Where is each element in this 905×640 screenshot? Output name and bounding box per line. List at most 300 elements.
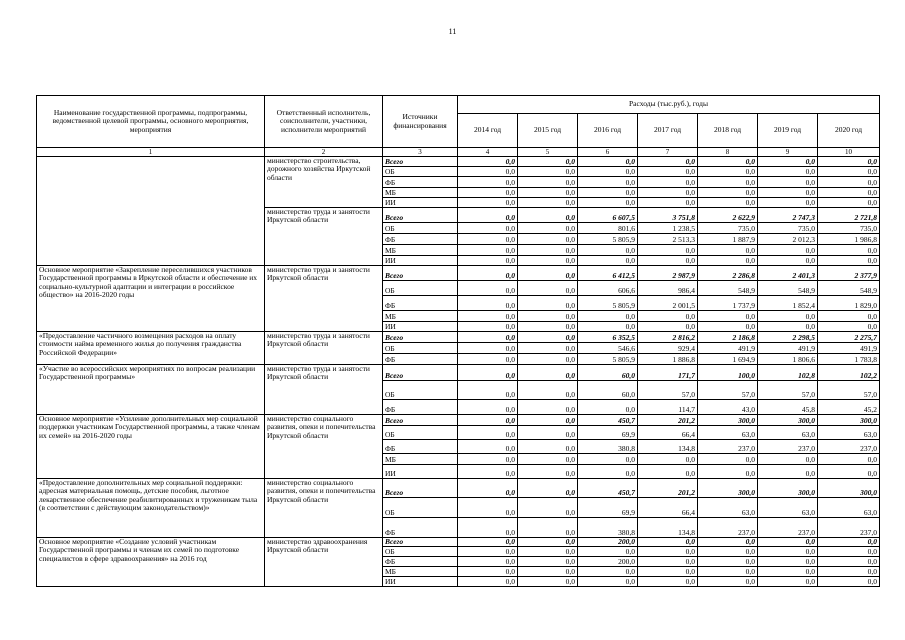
amount-cell: 0,0 <box>758 547 818 557</box>
amount-cell: 6 412,5 <box>578 266 638 281</box>
amount-cell: 2 186,8 <box>698 332 758 343</box>
amount-cell: 300,0 <box>698 479 758 498</box>
column-number: 3 <box>383 148 458 157</box>
measure-name: «Предоставление частичного возмещения расходов на оплату стоимости найма временного жилья до получения гражданства Российской Федерации» <box>37 332 265 365</box>
amount-cell: 237,0 <box>818 518 880 538</box>
amount-cell: 0,0 <box>458 296 518 311</box>
amount-cell: 0,0 <box>758 177 818 188</box>
measure-name: Основное мероприятие «Усиление дополнительных мер социальной поддержки участникам Государственной программы, а также членам их семей» на 2016-2020 годы <box>37 415 265 479</box>
amount-cell: 0,0 <box>758 567 818 577</box>
amount-cell: 450,7 <box>578 415 638 426</box>
amount-cell: 0,0 <box>758 577 818 587</box>
column-number: 10 <box>818 148 880 157</box>
amount-cell: 0,0 <box>698 557 758 567</box>
amount-cell: 0,0 <box>758 311 818 322</box>
header-source: Источники финансирования <box>383 96 458 148</box>
amount-cell: 0,0 <box>638 538 698 547</box>
amount-cell: 0,0 <box>758 557 818 567</box>
amount-cell: 0,0 <box>518 426 578 440</box>
amount-cell: 0,0 <box>458 400 518 415</box>
amount-cell: 0,0 <box>638 567 698 577</box>
amount-cell: 2 987,9 <box>638 266 698 281</box>
amount-cell: 63,0 <box>818 426 880 440</box>
amount-cell: 0,0 <box>758 454 818 465</box>
amount-cell: 237,0 <box>698 440 758 454</box>
amount-cell: 0,0 <box>578 245 638 256</box>
amount-cell: 63,0 <box>818 498 880 518</box>
amount-cell: 0,0 <box>458 157 518 167</box>
amount-cell: 0,0 <box>818 311 880 322</box>
amount-cell: 0,0 <box>518 518 578 538</box>
amount-cell: 63,0 <box>698 426 758 440</box>
amount-cell: 0,0 <box>518 198 578 208</box>
amount-cell: 0,0 <box>518 381 578 400</box>
amount-cell: 43,0 <box>698 400 758 415</box>
amount-cell: 0,0 <box>758 188 818 198</box>
amount-cell: 0,0 <box>638 465 698 479</box>
amount-cell: 0,0 <box>758 198 818 208</box>
amount-cell: 0,0 <box>818 538 880 547</box>
amount-cell: 0,0 <box>758 245 818 256</box>
column-number: 2 <box>265 148 383 157</box>
amount-cell: 0,0 <box>518 454 578 465</box>
amount-cell: 1 986,8 <box>818 234 880 245</box>
executor-name: министерство труда и занятости Иркутской области <box>265 208 383 266</box>
amount-cell: 2 401,3 <box>758 266 818 281</box>
amount-cell: 0,0 <box>518 538 578 547</box>
amount-cell: 0,0 <box>458 538 518 547</box>
amount-cell: 0,0 <box>638 311 698 322</box>
funding-source: ФБ <box>383 296 458 311</box>
amount-cell: 0,0 <box>818 577 880 587</box>
amount-cell: 0,0 <box>698 198 758 208</box>
funding-source: ОБ <box>383 343 458 354</box>
amount-cell: 0,0 <box>698 188 758 198</box>
amount-cell: 57,0 <box>698 381 758 400</box>
amount-cell: 0,0 <box>758 322 818 332</box>
amount-cell: 0,0 <box>458 177 518 188</box>
funding-source: ОБ <box>383 498 458 518</box>
amount-cell: 2 012,3 <box>758 234 818 245</box>
amount-cell: 0,0 <box>518 311 578 322</box>
amount-cell: 0,0 <box>458 343 518 354</box>
amount-cell: 0,0 <box>758 538 818 547</box>
funding-source: ИИ <box>383 577 458 587</box>
amount-cell: 66,4 <box>638 426 698 440</box>
amount-cell: 0,0 <box>458 245 518 256</box>
header-year: 2019 год <box>758 114 818 148</box>
amount-cell: 2 721,8 <box>818 208 880 223</box>
header-year: 2015 год <box>518 114 578 148</box>
amount-cell: 0,0 <box>578 188 638 198</box>
amount-cell: 201,2 <box>638 479 698 498</box>
amount-cell: 0,0 <box>518 234 578 245</box>
amount-cell: 0,0 <box>518 343 578 354</box>
amount-cell: 0,0 <box>458 332 518 343</box>
amount-cell: 237,0 <box>758 440 818 454</box>
amount-cell: 2 622,9 <box>698 208 758 223</box>
amount-cell: 45,8 <box>758 400 818 415</box>
amount-cell: 102,2 <box>818 365 880 381</box>
funding-source: ОБ <box>383 167 458 177</box>
amount-cell: 0,0 <box>698 567 758 577</box>
amount-cell: 0,0 <box>518 245 578 256</box>
amount-cell: 0,0 <box>518 498 578 518</box>
table-row <box>37 365 880 381</box>
amount-cell: 102,8 <box>758 365 818 381</box>
amount-cell: 134,8 <box>638 440 698 454</box>
amount-cell: 0,0 <box>698 577 758 587</box>
funding-source: Всего <box>383 365 458 381</box>
amount-cell: 0,0 <box>518 296 578 311</box>
amount-cell: 0,0 <box>578 454 638 465</box>
amount-cell: 2 747,3 <box>758 208 818 223</box>
amount-cell: 0,0 <box>638 256 698 266</box>
amount-cell: 0,0 <box>458 498 518 518</box>
amount-cell: 45,2 <box>818 400 880 415</box>
amount-cell: 69,9 <box>578 426 638 440</box>
amount-cell: 134,8 <box>638 518 698 538</box>
amount-cell: 0,0 <box>458 381 518 400</box>
amount-cell: 0,0 <box>638 157 698 167</box>
table-row <box>37 415 880 426</box>
amount-cell: 0,0 <box>518 281 578 296</box>
funding-source: Всего <box>383 266 458 281</box>
amount-cell: 0,0 <box>458 198 518 208</box>
amount-cell: 100,0 <box>698 365 758 381</box>
amount-cell: 0,0 <box>578 167 638 177</box>
amount-cell: 491,9 <box>698 343 758 354</box>
amount-cell: 0,0 <box>518 208 578 223</box>
amount-cell: 606,6 <box>578 281 638 296</box>
amount-cell: 0,0 <box>518 547 578 557</box>
funding-source: МБ <box>383 567 458 577</box>
amount-cell: 0,0 <box>458 518 518 538</box>
amount-cell: 5 805,9 <box>578 234 638 245</box>
funding-source: МБ <box>383 454 458 465</box>
executor-name: министерство труда и занятости Иркутской области <box>265 266 383 332</box>
amount-cell: 200,0 <box>578 538 638 547</box>
amount-cell: 0,0 <box>578 567 638 577</box>
amount-cell: 735,0 <box>758 223 818 234</box>
amount-cell: 0,0 <box>818 322 880 332</box>
amount-cell: 2 816,2 <box>638 332 698 343</box>
amount-cell: 0,0 <box>518 322 578 332</box>
funding-source: ИИ <box>383 256 458 266</box>
amount-cell: 5 805,9 <box>578 296 638 311</box>
amount-cell: 0,0 <box>638 198 698 208</box>
amount-cell: 0,0 <box>818 557 880 567</box>
amount-cell: 929,4 <box>638 343 698 354</box>
measure-name: Основное мероприятие «Создание условий участникам Государственной программы и членам их семей по подготовке специалистов в сфере здравоохранения» на 2016 год <box>37 538 265 587</box>
amount-cell: 0,0 <box>698 454 758 465</box>
funding-source: МБ <box>383 188 458 198</box>
amount-cell: 0,0 <box>698 538 758 547</box>
amount-cell: 1 694,9 <box>698 354 758 365</box>
amount-cell: 0,0 <box>518 332 578 343</box>
amount-cell: 0,0 <box>458 479 518 498</box>
amount-cell: 0,0 <box>698 167 758 177</box>
funding-source: Всего <box>383 332 458 343</box>
amount-cell: 0,0 <box>578 577 638 587</box>
amount-cell: 0,0 <box>458 281 518 296</box>
amount-cell: 63,0 <box>698 498 758 518</box>
amount-cell: 491,9 <box>758 343 818 354</box>
amount-cell: 0,0 <box>818 567 880 577</box>
amount-cell: 0,0 <box>518 577 578 587</box>
amount-cell: 1 887,9 <box>698 234 758 245</box>
amount-cell: 0,0 <box>578 256 638 266</box>
executor-name: министерство социального развития, опеки и попечительства Иркутской области <box>265 479 383 538</box>
measure-name: Основное мероприятие «Закрепление переселившихся участников Государственной программы в Иркутской области и обеспечение их социально-культурной адаптации и интеграции в российское общество» на 2016-2020 годы <box>37 266 265 332</box>
amount-cell: 237,0 <box>818 440 880 454</box>
column-number: 7 <box>638 148 698 157</box>
amount-cell: 3 751,8 <box>638 208 698 223</box>
measure-name: «Участие во всероссийских мероприятиях по вопросам реализации Государственной программы» <box>37 365 265 415</box>
amount-cell: 548,9 <box>758 281 818 296</box>
amount-cell: 60,0 <box>578 381 638 400</box>
executor-name: министерство здравоохранения Иркутской области <box>265 538 383 587</box>
amount-cell: 0,0 <box>818 256 880 266</box>
amount-cell: 6 352,5 <box>578 332 638 343</box>
amount-cell: 0,0 <box>458 208 518 223</box>
amount-cell: 0,0 <box>698 465 758 479</box>
header-year: 2020 год <box>818 114 880 148</box>
amount-cell: 300,0 <box>818 415 880 426</box>
header-year: 2018 год <box>698 114 758 148</box>
table-row <box>37 538 880 547</box>
amount-cell: 0,0 <box>578 465 638 479</box>
funding-source: ФБ <box>383 234 458 245</box>
amount-cell: 0,0 <box>458 365 518 381</box>
amount-cell: 0,0 <box>458 547 518 557</box>
amount-cell: 2 275,7 <box>818 332 880 343</box>
amount-cell: 2 286,8 <box>698 266 758 281</box>
amount-cell: 0,0 <box>698 547 758 557</box>
funding-source: ФБ <box>383 400 458 415</box>
amount-cell: 0,0 <box>818 454 880 465</box>
expenditure-table <box>36 95 880 587</box>
amount-cell: 0,0 <box>638 188 698 198</box>
amount-cell: 0,0 <box>818 547 880 557</box>
amount-cell: 548,9 <box>818 281 880 296</box>
amount-cell: 1 737,9 <box>698 296 758 311</box>
amount-cell: 5 805,9 <box>578 354 638 365</box>
amount-cell: 300,0 <box>698 415 758 426</box>
executor-name: министерство труда и занятости Иркутской области <box>265 365 383 415</box>
amount-cell: 2 513,3 <box>638 234 698 245</box>
amount-cell: 0,0 <box>638 454 698 465</box>
funding-source: ОБ <box>383 426 458 440</box>
amount-cell: 546,6 <box>578 343 638 354</box>
amount-cell: 300,0 <box>758 479 818 498</box>
funding-source: ФБ <box>383 354 458 365</box>
funding-source: ФБ <box>383 557 458 567</box>
header-expenses: Расходы (тыс.руб.), годы <box>458 96 880 114</box>
funding-source: ОБ <box>383 381 458 400</box>
amount-cell: 0,0 <box>518 256 578 266</box>
amount-cell: 380,8 <box>578 440 638 454</box>
amount-cell: 0,0 <box>518 567 578 577</box>
amount-cell: 0,0 <box>518 167 578 177</box>
amount-cell: 0,0 <box>518 354 578 365</box>
table-row <box>37 332 880 343</box>
funding-source: ИИ <box>383 465 458 479</box>
amount-cell: 0,0 <box>818 465 880 479</box>
column-number: 8 <box>698 148 758 157</box>
amount-cell: 0,0 <box>818 167 880 177</box>
funding-source: Всего <box>383 415 458 426</box>
funding-source: ОБ <box>383 281 458 296</box>
amount-cell: 57,0 <box>758 381 818 400</box>
amount-cell: 0,0 <box>458 322 518 332</box>
amount-cell: 0,0 <box>698 322 758 332</box>
column-number: 6 <box>578 148 638 157</box>
amount-cell: 0,0 <box>758 157 818 167</box>
amount-cell: 0,0 <box>698 177 758 188</box>
table-body <box>37 157 880 587</box>
amount-cell: 801,6 <box>578 223 638 234</box>
amount-cell: 0,0 <box>638 245 698 256</box>
amount-cell: 0,0 <box>758 167 818 177</box>
amount-cell: 6 607,5 <box>578 208 638 223</box>
amount-cell: 57,0 <box>818 381 880 400</box>
amount-cell: 0,0 <box>818 157 880 167</box>
funding-source: ИИ <box>383 198 458 208</box>
amount-cell: 0,0 <box>578 322 638 332</box>
amount-cell: 171,7 <box>638 365 698 381</box>
amount-cell: 0,0 <box>638 177 698 188</box>
amount-cell: 0,0 <box>458 188 518 198</box>
amount-cell: 0,0 <box>458 426 518 440</box>
amount-cell: 57,0 <box>638 381 698 400</box>
funding-source: Всего <box>383 157 458 167</box>
amount-cell: 2 377,9 <box>818 266 880 281</box>
amount-cell: 0,0 <box>458 167 518 177</box>
amount-cell: 2 298,5 <box>758 332 818 343</box>
amount-cell: 548,9 <box>698 281 758 296</box>
amount-cell: 0,0 <box>698 245 758 256</box>
amount-cell: 735,0 <box>698 223 758 234</box>
header-year: 2014 год <box>458 114 518 148</box>
amount-cell: 0,0 <box>578 547 638 557</box>
amount-cell: 0,0 <box>818 245 880 256</box>
amount-cell: 60,0 <box>578 365 638 381</box>
amount-cell: 0,0 <box>578 177 638 188</box>
amount-cell: 0,0 <box>578 157 638 167</box>
amount-cell: 1 886,8 <box>638 354 698 365</box>
funding-source: ОБ <box>383 223 458 234</box>
amount-cell: 491,9 <box>818 343 880 354</box>
amount-cell: 0,0 <box>518 465 578 479</box>
measure-name <box>37 157 265 266</box>
amount-cell: 0,0 <box>698 311 758 322</box>
amount-cell: 0,0 <box>458 567 518 577</box>
amount-cell: 1 783,8 <box>818 354 880 365</box>
amount-cell: 0,0 <box>818 188 880 198</box>
funding-source: ФБ <box>383 440 458 454</box>
header-executor: Ответственный исполнитель, соисполнители, участники, исполнители мероприятий <box>265 96 383 148</box>
amount-cell: 0,0 <box>458 465 518 479</box>
funding-source: ФБ <box>383 177 458 188</box>
amount-cell: 380,8 <box>578 518 638 538</box>
amount-cell: 0,0 <box>578 400 638 415</box>
amount-cell: 0,0 <box>578 311 638 322</box>
amount-cell: 0,0 <box>458 223 518 234</box>
funding-source: ИИ <box>383 322 458 332</box>
amount-cell: 0,0 <box>458 354 518 365</box>
amount-cell: 63,0 <box>758 498 818 518</box>
amount-cell: 0,0 <box>518 223 578 234</box>
amount-cell: 0,0 <box>458 440 518 454</box>
amount-cell: 1 806,6 <box>758 354 818 365</box>
amount-cell: 986,4 <box>638 281 698 296</box>
amount-cell: 0,0 <box>698 157 758 167</box>
amount-cell: 0,0 <box>698 256 758 266</box>
amount-cell: 0,0 <box>518 415 578 426</box>
amount-cell: 63,0 <box>758 426 818 440</box>
table-row <box>37 266 880 281</box>
funding-source: Всего <box>383 479 458 498</box>
amount-cell: 0,0 <box>458 266 518 281</box>
amount-cell: 0,0 <box>518 266 578 281</box>
amount-cell: 66,4 <box>638 498 698 518</box>
amount-cell: 0,0 <box>758 465 818 479</box>
header-year: 2016 год <box>578 114 638 148</box>
funding-source: МБ <box>383 245 458 256</box>
amount-cell: 237,0 <box>758 518 818 538</box>
amount-cell: 2 001,5 <box>638 296 698 311</box>
amount-cell: 450,7 <box>578 479 638 498</box>
amount-cell: 0,0 <box>458 311 518 322</box>
amount-cell: 0,0 <box>638 322 698 332</box>
amount-cell: 1 829,0 <box>818 296 880 311</box>
amount-cell: 237,0 <box>698 518 758 538</box>
amount-cell: 0,0 <box>638 577 698 587</box>
amount-cell: 0,0 <box>518 479 578 498</box>
amount-cell: 0,0 <box>518 188 578 198</box>
amount-cell: 300,0 <box>758 415 818 426</box>
amount-cell: 0,0 <box>638 167 698 177</box>
executor-name: министерство строительства, дорожного хозяйства Иркутской области <box>265 157 383 208</box>
column-number: 1 <box>37 148 265 157</box>
amount-cell: 201,2 <box>638 415 698 426</box>
amount-cell: 0,0 <box>518 557 578 567</box>
amount-cell: 0,0 <box>518 365 578 381</box>
funding-source: Всего <box>383 538 458 547</box>
funding-source: ФБ <box>383 518 458 538</box>
measure-name: «Предоставление дополнительных мер социальной поддержки: адресная материальная помощь, детские пособия, льготное лекарственное обеспечение реабилитированных и труженикам тыла (в соответствии с действующим законодательством)» <box>37 479 265 538</box>
amount-cell: 0,0 <box>518 440 578 454</box>
table-row <box>37 479 880 498</box>
amount-cell: 0,0 <box>818 198 880 208</box>
amount-cell: 0,0 <box>638 557 698 567</box>
column-number: 5 <box>518 148 578 157</box>
header-year: 2017 год <box>638 114 698 148</box>
amount-cell: 0,0 <box>458 415 518 426</box>
amount-cell: 114,7 <box>638 400 698 415</box>
page-number: 11 <box>448 27 457 36</box>
amount-cell: 0,0 <box>458 234 518 245</box>
amount-cell: 0,0 <box>818 177 880 188</box>
amount-cell: 0,0 <box>518 177 578 188</box>
amount-cell: 0,0 <box>518 400 578 415</box>
amount-cell: 0,0 <box>458 577 518 587</box>
funding-source: МБ <box>383 311 458 322</box>
amount-cell: 200,0 <box>578 557 638 567</box>
amount-cell: 0,0 <box>458 454 518 465</box>
executor-name: министерство труда и занятости Иркутской области <box>265 332 383 365</box>
